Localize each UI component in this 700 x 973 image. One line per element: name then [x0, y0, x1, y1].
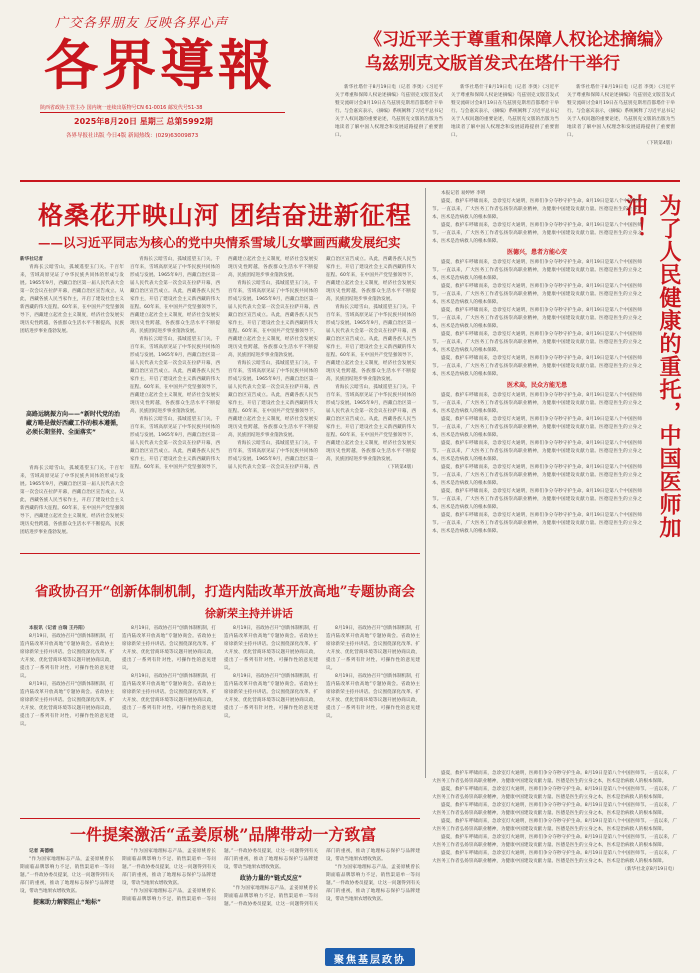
body-text: 青海长云暗雪山，孤城遥望玉门关。千百年来，雪域高原见证了中华民族共同体的形成与发展。1965年9月，西藏自治区第一届人民代表大会第一次会议在拉萨开幕，西藏自治区宣告成立。从此，西藏各族人民当家作主，开启了建设社会主义新西藏的伟大征程。60年来，在中国共产党坚强领导下，西藏建立起社会主义制度，经济社会发展实现历史性跨越，各族群众生活水平不断提高，民族团结进步事业蓬勃发展。 — [130, 337, 220, 414]
byline: 本报记者 易婷婷 李明 — [441, 191, 486, 196]
masthead — [0, 0, 300, 178]
byline: 本报讯（记者 白瑞 王丹阳） — [29, 626, 88, 631]
body-text: 青海长云暗雪山，孤城遥望玉门关。千百年来，雪域高原见证了中华民族共同体的形成与发展。1965年9月，西藏自治区第一届人民代表大会第一次会议在拉萨开幕，西藏自治区宣告成立。从此，西藏各族人民当家作主，开启了建设社会主义新西藏的伟大征程。60年来，在中国共产党坚强领导下，西藏建立起社会主义制度，经济社会发展实现历史性跨越，各族群众生活水平不断提高，民族团结进步事业蓬勃发展。 — [326, 305, 416, 382]
body-text: 盛夏，救护车呼啸而来，急诊室灯火通明，医师们争分夺秒守护生命。8月19日是第八个中国医师节。一直以来，广大医务工作者弘扬崇高职业精神，为健康中国建设贡献力量。医德是医生的立身之本，医术是治病救人的根本保障。 — [432, 513, 642, 534]
body-text: 青海长云暗雪山，孤城遥望玉门关。千百年来，雪域高原见证了中华民族共同体的形成与发展。1965年9月，西藏自治区第一届人民代表大会第一次会议在拉萨开幕，西藏自治区宣告成立。从此，西藏各族人民当家作主，开启了建设社会主义新西藏的伟大征程。60年来，在中国共产党坚强领导下，西藏建立起社会主义制度，经济社会发展实现历史性跨越，各族群众生活水平不断提高，民族团结进步事业蓬勃发展。 — [228, 257, 416, 470]
body-text: 盛夏，救护车呼啸而来，急诊室灯火通明，医师们争分夺秒守护生命。8月19日是第八个中国医师节。一直以来，广大医务工作者弘扬崇高职业精神，为健康中国建设贡献力量。医德是医生的立身之本，医术是治病救人的根本保障。 — [432, 489, 642, 510]
section-banner-label: 聚焦基层政协 — [334, 955, 406, 966]
column-divider — [425, 188, 426, 778]
pullquote — [26, 410, 122, 437]
byline: 新华社记者 — [20, 257, 43, 262]
body-text: 盛夏，救护车呼啸而来，急诊室灯火通明，医师们争分夺秒守护生命。8月19日是第八个中国医师节。一直以来，广大医务工作者弘扬崇高职业精神，为健康中国建设贡献力量。医德是医生的立身之本，医术是治病救人的根本保障。 — [432, 787, 677, 800]
body-text: 青海长云暗雪山，孤城遥望玉门关。千百年来，雪域高原见证了中华民族共同体的形成与发展。1965年9月，西藏自治区第一届人民代表大会第一次会议在拉萨开幕，西藏自治区宣告成立。从此，西藏各族人民当家作主，开启了建设社会主义新西藏的伟大征程。60年来，在中国共产党坚强领导下，西藏建立起社会主义制度，经济社会发展实现历史性跨越，各族群众生活水平不断提高，民族团结进步事业蓬勃发展。 — [130, 257, 318, 470]
continued-note: （新华社北京8月19日电） — [622, 867, 677, 872]
top-story-headline: 《习近平关于尊重和保障人权论述摘编》乌兹别克文版首发式在塔什干举行 — [365, 30, 671, 74]
body-text: 盛夏，救护车呼啸而来，急诊室灯火通明，医师们争分夺秒守护生命。8月19日是第八个中国医师节。一直以来，广大医务工作者弘扬崇高职业精神，为健康中国建设贡献力量。医德是医生的立身之本，医术是治病救人的根本保障。 — [432, 284, 642, 305]
body-text: “作为国家地理标志产品，孟姜原桃曾长期面临品牌影响力不足、销售渠道单一等问题。”一件政协委员提案，让这一问题得到有关部门的重视，推动了地理标志保护与品牌建设，带动当地果农增收致富。 — [20, 857, 114, 894]
body-text: 盛夏，救护车呼啸而来，急诊室灯火通明，医师们争分夺秒守护生命。8月19日是第八个中国医师节。一直以来，广大医务工作者弘扬崇高职业精神，为健康中国建设贡献力量。医德是医生的立身之本，医术是治病救人的根本保障。 — [432, 223, 642, 244]
section-title: 医术高，民众方能无患 — [506, 382, 567, 389]
body-text: 青海长云暗雪山，孤城遥望玉门关。千百年来，雪域高原见证了中华民族共同体的形成与发展。1965年9月，西藏自治区第一届人民代表大会第一次会议在拉萨开幕，西藏自治区宣告成立。从此，西藏各族人民当家作主，开启了建设社会主义新西藏的伟大征程。60年来，在中国共产党坚强领导下，西藏建立起社会主义制度，经济社会发展实现历史性跨越，各族群众生活水平不断提高，民族团结进步事业蓬勃发展。 — [326, 385, 416, 462]
body-text: 盛夏，救护车呼啸而来，急诊室灯火通明，医师们争分夺秒守护生命。8月19日是第八个中国医师节。一直以来，广大医务工作者弘扬崇高职业精神，为健康中国建设贡献力量。医德是医生的立身之本，医术是治病救人的根本保障。 — [432, 356, 642, 377]
section-divider — [20, 553, 420, 554]
body-text: “作为国家地理标志产品，孟姜原桃曾长期面临品牌影响力不足、销售渠道单一等问题。”一件政协委员提案，让这一问题得到有关部门的重视，推动了地理标志保护与品牌建设，带动当地果农增收致富。 — [224, 849, 420, 907]
masthead-info-line: 陕西省政协主管主办 国内统一连续出版物号CN 61-0016 邮发代号51-38 — [40, 105, 203, 111]
body-text: 新华社塔什干8月19日电（记者 李奥）《习近平关于尊重和保障人权论述摘编》乌兹别克文版首发式暨交流研讨会8月19日在乌兹别克斯坦首都塔什干举行。与会嘉宾表示，《摘编》系统阐释了习近平总书记关于人权问题的重要论述，乌兹别克文版的出版为当地读者了解中国人权理念和发展道路提供了重要窗口。 — [451, 85, 559, 138]
body-text: 8月19日，省政协召开“创新体制机制，打造内陆改革开放高地”专题协商会。省政协主席徐新荣主持并讲话。会议围绕深化改革、扩大开放、优化营商环境等议题开展协商议政，提出了一系列有针对性、可操作性的意见建议。 — [20, 682, 114, 727]
section-banner — [325, 948, 415, 966]
body-text: 盛夏，救护车呼啸而来，急诊室灯火通明，医师们争分夺秒守护生命。8月19日是第八个中国医师节。一直以来，广大医务工作者弘扬崇高职业精神，为健康中国建设贡献力量。医德是医生的立身之本，医术是治病救人的根本保障。 — [432, 835, 677, 848]
mid-headline: 省政协召开“创新体制机制，打造内陆改革开放高地”专题协商会 — [35, 584, 416, 600]
body-text: 新华社塔什干8月19日电（记者 李奥）《习近平关于尊重和保障人权论述摘编》乌兹别克文版首发式暨交流研讨会8月19日在乌兹别克斯坦首都塔什干举行。与会嘉宾表示，《摘编》系统阐释了习近平总书记关于人权问题的重要论述，乌兹别克文版的出版为当地读者了解中国人权理念和发展道路提供了重要窗口。 — [335, 85, 443, 138]
main-story-column — [20, 465, 124, 550]
main-story-column — [20, 256, 124, 406]
body-text: 盛夏，救护车呼啸而来，急诊室灯火通明，医师们争分夺秒守护生命。8月19日是第八个中国医师节。一直以来，广大医务工作者弘扬崇高职业精神，为健康中国建设贡献力量。医德是医生的立身之本，医术是治病救人的根本保障。 — [432, 332, 642, 353]
body-text: 8月19日，省政协召开“创新体制机制，打造内陆改革开放高地”专题协商会。省政协主席徐新荣主持并讲话。会议围绕深化改革、扩大开放、优化营商环境等议题开展协商议政，提出了一系列有针对性、可操作性的意见建议。 — [326, 626, 420, 671]
body-text: 青海长云暗雪山，孤城遥望玉门关。千百年来，雪域高原见证了中华民族共同体的形成与发展。1965年9月，西藏自治区第一届人民代表大会第一次会议在拉萨开幕，西藏自治区宣告成立。从此，西藏各族人民当家作主，开启了建设社会主义新西藏的伟大征程。60年来，在中国共产党坚强领导下，西藏建立起社会主义制度，经济社会发展实现历史性跨越，各族群众生活水平不断提高，民族团结进步事业蓬勃发展。 — [20, 265, 124, 334]
body-text: 青海长云暗雪山，孤城遥望玉门关。千百年来，雪域高原见证了中华民族共同体的形成与发展。1965年9月，西藏自治区第一届人民代表大会第一次会议在拉萨开幕，西藏自治区宣告成立。从此，西藏各族人民当家作主，开启了建设社会主义新西藏的伟大征程。60年来，在中国共产党坚强领导下，西藏建立起社会主义制度，经济社会发展实现历史性跨越，各族群众生活水平不断提高，民族团结进步事业蓬勃发展。 — [228, 281, 318, 358]
body-text: 青海长云暗雪山，孤城遥望玉门关。千百年来，雪域高原见证了中华民族共同体的形成与发展。1965年9月，西藏自治区第一届人民代表大会第一次会议在拉萨开幕，西藏自治区宣告成立。从此，西藏各族人民当家作主，开启了建设社会主义新西藏的伟大征程。60年来，在中国共产党坚强领导下，西藏建立起社会主义制度，经济社会发展实现历史性跨越，各族群众生活水平不断提高，民族团结进步事业蓬勃发展。 — [20, 466, 124, 535]
body-text: 盛夏，救护车呼啸而来，急诊室灯火通明，医师们争分夺秒守护生命。8月19日是第八个中国医师节。一直以来，广大医务工作者弘扬崇高职业精神，为健康中国建设贡献力量。医德是医生的立身之本，医术是治病救人的根本保障。 — [432, 819, 677, 832]
body-text: 盛夏，救护车呼啸而来，急诊室灯火通明，医师们争分夺秒守护生命。8月19日是第八个中国医师节。一直以来，广大医务工作者弘扬崇高职业精神，为健康中国建设贡献力量。医德是医生的立身之本，医术是治病救人的根本保障。 — [432, 393, 642, 414]
section-divider — [20, 180, 680, 182]
pullquote-text: 高路远眺振方向——“新时代党的治藏方略是做好西藏工作的根本遵循，必须长期坚持、全面落实” — [26, 411, 123, 436]
masthead-info-line: 各界导报社出版 今日4版 新闻热线：(029)63009873 — [66, 133, 199, 139]
body-text: 8月19日，省政协召开“创新体制机制，打造内陆改革开放高地”专题协商会。省政协主席徐新荣主持并讲话。会议围绕深化改革、扩大开放、优化营商环境等议题开展协商议政，提出了一系列有针对性、可操作性的意见建议。 — [224, 626, 318, 671]
top-story-body — [335, 84, 675, 176]
masthead-slogan: 广交各界朋友 反映各界心声 — [55, 16, 229, 31]
section-title: 医德兴，患者方能心安 — [506, 249, 567, 256]
body-text: 盛夏，救护车呼啸而来，急诊室灯火通明，医师们争分夺秒守护生命。8月19日是第八个中国医师节。一直以来，广大医务工作者弘扬崇高职业精神，为健康中国建设贡献力量。医德是医生的立身之本，医术是治病救人的根本保障。 — [432, 441, 642, 462]
body-text: “作为国家地理标志产品，孟姜原桃曾长期面临品牌影响力不足、销售渠道单一等问题。”一件政协委员提案，让这一问题得到有关部门的重视，推动了地理标志保护与品牌建设，带动当地果农增收致富。 — [122, 849, 216, 886]
body-text: “作为国家地理标志产品，孟姜原桃曾长期面临品牌影响力不足、销售渠道单一等问题。”一件政协委员提案，让这一问题得到有关部门的重视，推动了地理标志保护与品牌建设，带动当地果农增收致富。 — [326, 865, 420, 902]
body-text: 盛夏，救护车呼啸而来，急诊室灯火通明，医师们争分夺秒守护生命。8月19日是第八个中国医师节。一直以来，广大医务工作者弘扬崇高职业精神，为健康中国建设贡献力量。医德是医生的立身之本，医术是治病救人的根本保障。 — [432, 260, 642, 281]
body-text: 盛夏，救护车呼啸而来，急诊室灯火通明，医师们争分夺秒守护生命。8月19日是第八个中国医师节。一直以来，广大医务工作者弘扬崇高职业精神，为健康中国建设贡献力量。医德是医生的立身之本，医术是治病救人的根本保障。 — [432, 465, 642, 486]
byline: 记者 高德维 — [29, 849, 54, 854]
body-text: 盛夏，救护车呼啸而来，急诊室灯火通明，医师们争分夺秒守护生命。8月19日是第八个中国医师节。一直以来，广大医务工作者弘扬崇高职业精神，为健康中国建设贡献力量。医德是医生的立身之本，医术是治病救人的根本保障。 — [432, 851, 677, 864]
right-vertical-headline: 为了人民健康的重托，中国医师加油！ — [622, 194, 682, 539]
bottom-headline: 一件提案激活“孟姜原桃”品牌带动一方致富 — [70, 825, 377, 844]
body-text: 盛夏，救护车呼啸而来，急诊室灯火通明，医师们争分夺秒守护生命。8月19日是第八个中国医师节。一直以来，广大医务工作者弘扬崇高职业精神，为健康中国建设贡献力量。医德是医生的立身之本，医术是治病救人的根本保障。 — [432, 803, 677, 816]
continued-note: （下转第4版） — [644, 141, 675, 146]
body-text: 8月19日，省政协召开“创新体制机制，打造内陆改革开放高地”专题协商会。省政协主席徐新荣主持并讲话。会议围绕深化改革、扩大开放、优化营商环境等议题开展协商议政，提出了一系列有针对性、可操作性的意见建议。 — [122, 626, 216, 671]
body-text: 8月19日，省政协召开“创新体制机制，打造内陆改革开放高地”专题协商会。省政协主席徐新荣主持并讲话。会议围绕深化改革、扩大开放、优化营商环境等议题开展协商议政，提出了一系列有针对性、可操作性的意见建议。 — [326, 674, 420, 719]
body-text: 盛夏，救护车呼啸而来，急诊室灯火通明，医师们争分夺秒守护生命。8月19日是第八个中国医师节。一直以来，广大医务工作者弘扬崇高职业精神，为健康中国建设贡献力量。医德是医生的立身之本，医术是治病救人的根本保障。 — [432, 771, 677, 784]
section-divider — [20, 818, 420, 819]
mid-story-columns — [20, 625, 420, 815]
body-text: 8月19日，省政协召开“创新体制机制，打造内陆改革开放高地”专题协商会。省政协主席徐新荣主持并讲话。会议围绕深化改革、扩大开放、优化营商环境等议题开展协商议政，提出了一系列有针对性、可操作性的意见建议。 — [224, 674, 318, 719]
continued-note: （下转第4版） — [385, 465, 416, 470]
masthead-divider — [40, 112, 285, 113]
masthead-title: 各界導報 — [44, 33, 276, 97]
body-text: 盛夏，救护车呼啸而来，急诊室灯火通明，医师们争分夺秒守护生命。8月19日是第八个中国医师节。一直以来，广大医务工作者弘扬崇高职业精神，为健康中国建设贡献力量。医德是医生的立身之本，医术是治病救人的根本保障。 — [432, 199, 642, 220]
body-text: 盛夏，救护车呼啸而来，急诊室灯火通明，医师们争分夺秒守护生命。8月19日是第八个中国医师节。一直以来，广大医务工作者弘扬崇高职业精神，为健康中国建设贡献力量。医德是医生的立身之本，医术是治病救人的根本保障。 — [432, 417, 642, 438]
body-text: 新华社塔什干8月19日电（记者 李奥）《习近平关于尊重和保障人权论述摘编》乌兹别克文版首发式暨交流研讨会8月19日在乌兹别克斯坦首都塔什干举行。与会嘉宾表示，《摘编》系统阐释了习近平总书记关于人权问题的重要论述，乌兹别克文版的出版为当地读者了解中国人权理念和发展道路提供了重要窗口。 — [567, 85, 675, 138]
body-text: 青海长云暗雪山，孤城遥望玉门关。千百年来，雪域高原见证了中华民族共同体的形成与发展。1965年9月，西藏自治区第一届人民代表大会第一次会议在拉萨开幕，西藏自治区宣告成立。从此，西藏各族人民当家作主，开启了建设社会主义新西藏的伟大征程。60年来，在中国共产党坚强领导下，西藏建立起社会主义制度，经济社会发展实现历史性跨越，各族群众生活水平不断提高，民族团结进步事业蓬勃发展。 — [228, 361, 318, 438]
masthead-date: 2025年8月20日 星期三 总第5992期 — [74, 117, 213, 126]
main-headline: 格桑花开映山河 团结奋进新征程 — [38, 201, 412, 230]
body-text: “作为国家地理标志产品，孟姜原桃曾长期面临品牌影响力不足、销售渠道单一等问题。”一件政协委员提案，让这一问题得到有关部门的重视，推动了地理标志保护与品牌建设，带动当地果农增收致富。 — [122, 849, 318, 902]
body-text: 盛夏，救护车呼啸而来，急诊室灯火通明，医师们争分夺秒守护生命。8月19日是第八个中国医师节。一直以来，广大医务工作者弘扬崇高职业精神，为健康中国建设贡献力量。医德是医生的立身之本，医术是治病救人的根本保障。 — [432, 308, 642, 329]
right-story-column — [432, 190, 642, 770]
body-text: 8月19日，省政协召开“创新体制机制，打造内陆改革开放高地”专题协商会。省政协主席徐新荣主持并讲话。会议围绕深化改革、扩大开放、优化营商环境等议题开展协商议政，提出了一系列有针对性、可操作性的意见建议。 — [122, 674, 216, 719]
main-story-columns — [130, 256, 416, 550]
section-title: 政协力量的“链式反应” — [240, 875, 302, 882]
right-story-column — [432, 770, 677, 970]
body-text: 青海长云暗雪山，孤城遥望玉门关。千百年来，雪域高原见证了中华民族共同体的形成与发展。1965年9月，西藏自治区第一届人民代表大会第一次会议在拉萨开幕，西藏自治区宣告成立。从此，西藏各族人民当家作主，开启了建设社会主义新西藏的伟大征程。60年来，在中国共产党坚强领导下，西藏建立起社会主义制度，经济社会发展实现历史性跨越，各族群众生活水平不断提高，民族团结进步事业蓬勃发展。 — [130, 257, 220, 334]
mid-subheadline: 徐新荣主持并讲话 — [205, 607, 293, 620]
section-title: 提案助力解锁阻止“地标” — [33, 899, 101, 906]
main-subheadline: ——以习近平同志为核心的党中央情系雪域儿女擘画西藏发展纪实 — [38, 235, 401, 250]
body-text: 8月19日，省政协召开“创新体制机制，打造内陆改革开放高地”专题协商会。省政协主席徐新荣主持并讲话。会议围绕深化改革、扩大开放、优化营商环境等议题开展协商议政，提出了一系列有针对性、可操作性的意见建议。 — [20, 634, 114, 679]
